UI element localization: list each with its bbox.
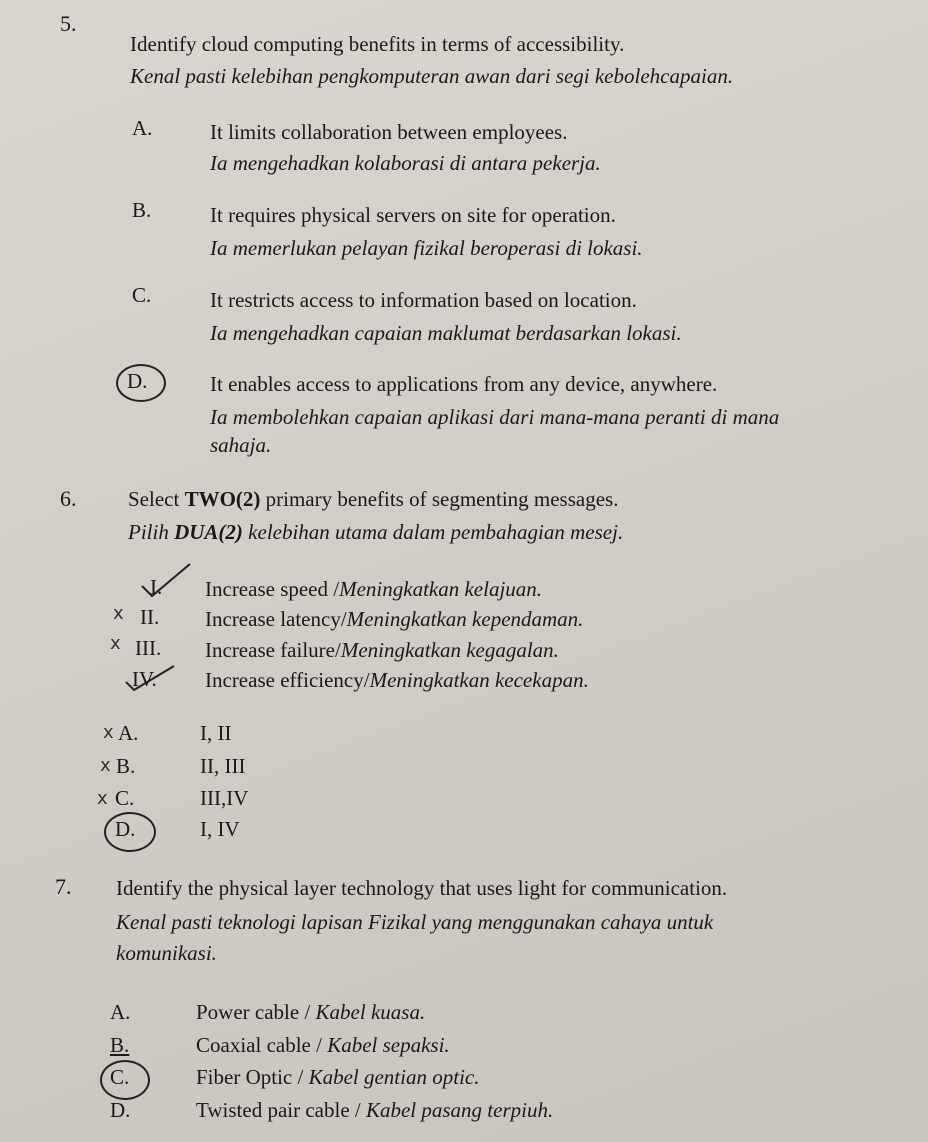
option-text-my: Ia mengehadkan capaian maklumat berdasarkan lokasi. [210, 321, 682, 345]
question-text-my: Pilih DUA(2) kelebihan utama dalam pembahagian mesej. [128, 520, 624, 544]
question-number: 6. [60, 486, 77, 511]
statement-text: Increase efficiency/Meningkatkan kecekapan. [205, 668, 589, 692]
option-text-en: It enables access to applications from any device, anywhere. [210, 372, 718, 396]
statement-roman: II. [140, 605, 160, 629]
statement-roman: I. [150, 575, 163, 599]
option-value: I, IV [200, 817, 240, 841]
question-text-en: Identify cloud computing benefits in terms of accessibility. [130, 32, 625, 56]
option-letter: A. [132, 116, 153, 140]
statement-text: Increase failure/Meningkatkan kegagalan. [205, 638, 559, 662]
question-text-my: Kenal pasti teknologi lapisan Fizikal yang menggunakan cahaya untuk [116, 910, 714, 934]
statement-roman: III. [135, 636, 162, 660]
option-letter: A. [110, 1000, 131, 1024]
option-value: III,IV [200, 786, 249, 810]
option-text-my: Ia memerlukan pelayan fizikal beroperasi di lokasi. [210, 236, 643, 260]
cross-mark-icon: x [100, 755, 111, 776]
question-text-en: Select TWO(2) primary benefits of segmenting messages. [128, 487, 619, 511]
option-text-en: It restricts access to information based on location. [210, 288, 637, 312]
option-letter: D. [115, 817, 136, 841]
question-number: 5. [60, 11, 77, 36]
option-text: Twisted pair cable / Kabel pasang terpiuh. [196, 1098, 554, 1122]
cross-mark-icon: x [113, 603, 124, 624]
statement-text: Increase latency/Meningkatkan kependaman. [205, 607, 584, 631]
statement-text: Increase speed /Meningkatkan kelajuan. [205, 577, 543, 601]
statement-roman: IV. [132, 667, 157, 691]
option-letter: B. [110, 1033, 130, 1057]
option-letter: C. [132, 283, 152, 307]
tick-mark-icon [138, 560, 198, 600]
option-text-my: Ia membolehkan capaian aplikasi dari mana-mana peranti di mana [210, 405, 780, 429]
option-value: II, III [200, 754, 246, 778]
question-text-en: Identify the physical layer technology that uses light for communication. [116, 876, 728, 900]
question-text-my: Kenal pasti kelebihan pengkomputeran awan dari segi kebolehcapaian. [130, 64, 734, 88]
option-value: I, II [200, 721, 232, 745]
option-letter: D. [127, 369, 148, 393]
option-letter: B. [132, 198, 152, 222]
cross-mark-icon: x [97, 788, 108, 809]
question-number: 7. [55, 874, 72, 899]
option-text: Coaxial cable / Kabel sepaksi. [196, 1033, 450, 1057]
option-text-my: sahaja. [210, 433, 272, 457]
option-letter: A. [118, 721, 139, 745]
option-letter: C. [110, 1065, 130, 1089]
option-text-en: It requires physical servers on site for operation. [210, 203, 616, 227]
option-text: Power cable / Kabel kuasa. [196, 1000, 426, 1024]
option-letter: C. [115, 786, 135, 810]
cross-mark-icon: x [103, 722, 114, 743]
option-letter: B. [116, 754, 136, 778]
question-text-my: komunikasi. [116, 941, 217, 965]
cross-mark-icon: x [110, 633, 121, 654]
option-text: Fiber Optic / Kabel gentian optic. [196, 1065, 480, 1089]
option-letter: D. [110, 1098, 131, 1122]
option-text-my: Ia mengehadkan kolaborasi di antara pekerja. [210, 151, 601, 175]
option-text-en: It limits collaboration between employees. [210, 120, 568, 144]
